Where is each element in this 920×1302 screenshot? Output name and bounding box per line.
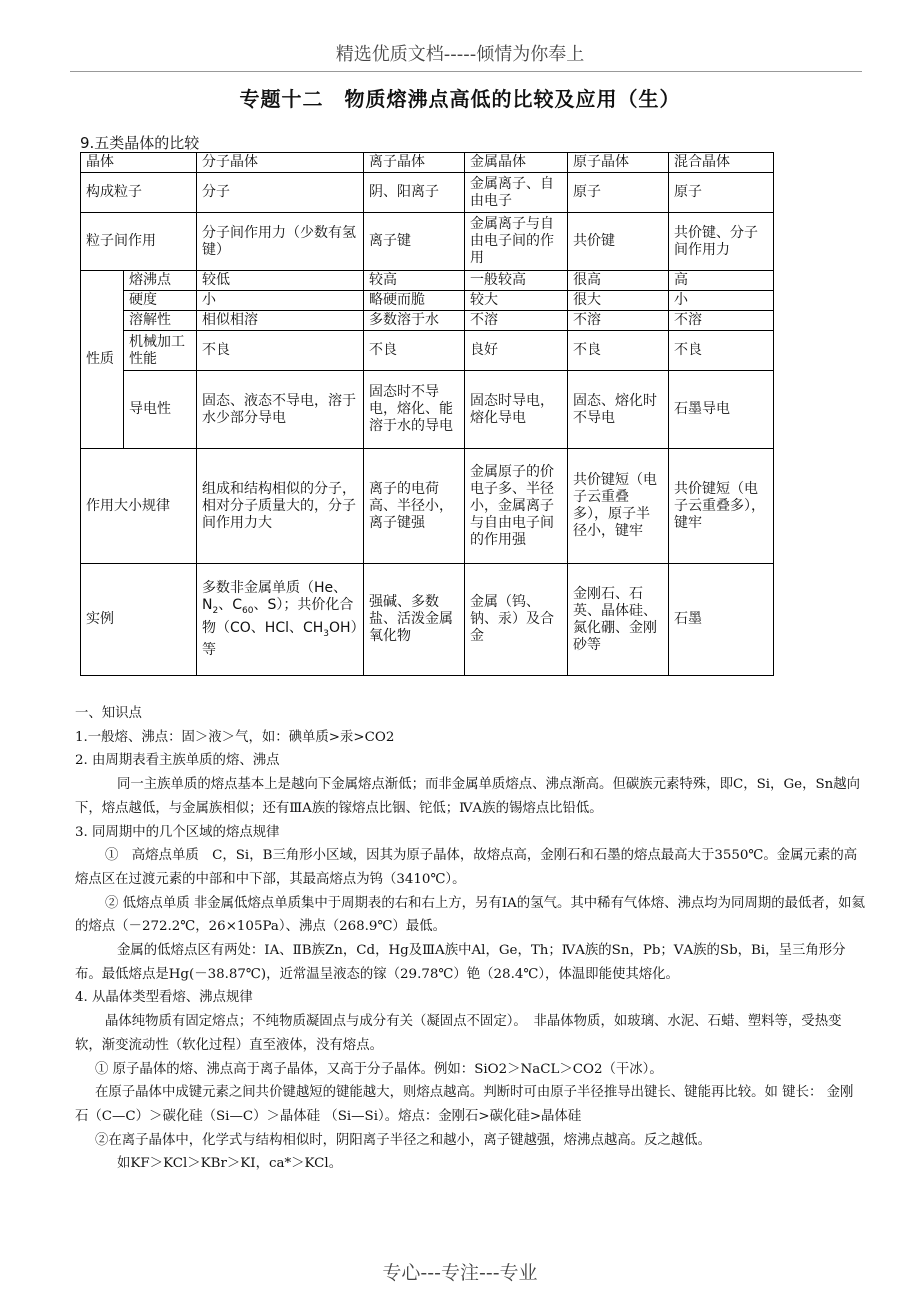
table-cell: 一般较高 bbox=[465, 271, 568, 291]
table-cell: 高 bbox=[669, 271, 774, 291]
row-label: 机械加工性能 bbox=[124, 331, 197, 371]
table-cell: 阴、阳离子 bbox=[364, 173, 465, 213]
table-cell: 共价键短（电子云重叠多），键牢 bbox=[669, 449, 774, 564]
table-cell: 金属离子、自由电子 bbox=[465, 173, 568, 213]
paragraph: 如KF＞KCl＞KBr＞KI，ca*＞KCl。 bbox=[117, 1156, 343, 1172]
body-text bbox=[75, 702, 865, 1176]
row-label: 硬度 bbox=[124, 291, 197, 311]
table-cell: 金属原子的价电子多、半径小，金属离子与自由电子间的作用强 bbox=[465, 449, 568, 564]
row-label: 粒子间作用 bbox=[81, 213, 197, 271]
example-text: OH）等 bbox=[202, 619, 358, 659]
row-label: 导电性 bbox=[124, 371, 197, 449]
table-cell: 固态、熔化时不导电 bbox=[568, 371, 669, 449]
table-cell: 固态时不导电，熔化、能溶于水的导电 bbox=[364, 371, 465, 449]
table-cell: 原子 bbox=[568, 173, 669, 213]
paragraph: 金属的低熔点区有两处：IA、ⅡB族Zn，Cd，Hg及ⅢA族中Al，Ge，Th；ⅣA族的Sn，Pb；ⅤA族的Sb，Bi，呈三角形分布。最低熔点是Hg(－38.87℃)，近常温呈液态的镓（29.78℃）铯（28.4℃），体温即能使其熔化。 bbox=[75, 943, 846, 982]
subscript: 3 bbox=[323, 628, 330, 639]
table-cell: 较大 bbox=[465, 291, 568, 311]
subscript: 60 bbox=[242, 605, 254, 616]
table-row bbox=[81, 213, 774, 271]
table-row bbox=[81, 331, 774, 371]
table-cell: 不良 bbox=[364, 331, 465, 371]
table-row bbox=[81, 291, 774, 311]
table-cell: 共价键短（电子云重叠多），原子半径小，键牢 bbox=[568, 449, 669, 564]
table-cell: 不溶 bbox=[669, 311, 774, 331]
table-header-row bbox=[81, 153, 774, 173]
property-group-label: 性质 bbox=[81, 271, 124, 449]
table-row bbox=[81, 449, 774, 564]
row-label: 实例 bbox=[81, 564, 197, 676]
table-row bbox=[81, 371, 774, 449]
table-cell: 金属离子与自由电子间的作用 bbox=[465, 213, 568, 271]
table-cell: 固态、液态不导电，溶于水少部分导电 bbox=[197, 371, 364, 449]
table-cell: 多数溶于水 bbox=[364, 311, 465, 331]
table-cell: 小 bbox=[197, 291, 364, 311]
table-cell: 共价键、分子间作用力 bbox=[669, 213, 774, 271]
page-header: 精选优质文档-----倾情为你奉上 bbox=[335, 44, 585, 65]
paragraph: 在原子晶体中成键元素之间共价键越短的键能越大，则熔点越高。判断时可由原子半径推导出键长、键能再比较。如 键长： 金刚石（C—C）＞碳化硅（Si—C）＞晶体硅 （Si—Si）。熔点：金刚石>碳化硅>晶体硅 bbox=[75, 1085, 854, 1124]
header-cell: 晶体 bbox=[81, 153, 197, 173]
table-cell: 相似相溶 bbox=[197, 311, 364, 331]
row-label: 溶解性 bbox=[124, 311, 197, 331]
table-cell: 小 bbox=[669, 291, 774, 311]
table-cell: 组成和结构相似的分子，相对分子质量大的，分子间作用力大 bbox=[197, 449, 364, 564]
table-cell: 很高 bbox=[568, 271, 669, 291]
paragraph: 4. 从晶体类型看熔、沸点规律 bbox=[75, 990, 253, 1006]
table-cell: 分子间作用力（少数有氢键） bbox=[197, 213, 364, 271]
paragraph: 晶体纯物质有固定熔点；不纯物质凝固点与成分有关（凝固点不固定）。 非晶体物质，如玻璃、水泥、石蜡、塑料等，受热变软，渐变流动性（软化过程）直至液体，没有熔点。 bbox=[75, 1014, 842, 1053]
paragraph: 1.一般熔、沸点：固＞液＞气，如：碘单质>汞>CO2 bbox=[75, 729, 395, 745]
table-cell: 良好 bbox=[465, 331, 568, 371]
example-text: 、S）；共价化合物（CO、HCl、CH bbox=[202, 596, 354, 636]
header-cell: 原子晶体 bbox=[568, 153, 669, 173]
paragraph: 3. 同周期中的几个区域的熔点规律 bbox=[75, 824, 280, 840]
table-row bbox=[81, 173, 774, 213]
table-cell: 强碱、多数盐、活泼金属氧化物 bbox=[364, 564, 465, 676]
paragraph: ① 高熔点单质 C，Si，B三角形小区域，因其为原子晶体，故熔点高，金刚石和石墨的熔点最高大于3550℃。金属元素的高熔点区在过渡元素的中部和中下部，其最高熔点为钨（3410℃）。 bbox=[75, 848, 858, 887]
table-cell: 较低 bbox=[197, 271, 364, 291]
table-row bbox=[81, 311, 774, 331]
table-cell bbox=[197, 564, 364, 676]
paragraph: ① 原子晶体的熔、沸点高于离子晶体，又高于分子晶体。例如：SiO2＞NaCL＞CO2（干冰）。 bbox=[95, 1061, 663, 1077]
table-cell: 不溶 bbox=[465, 311, 568, 331]
table-row bbox=[81, 564, 774, 676]
crystal-comparison-table bbox=[80, 152, 774, 676]
table-cell: 原子 bbox=[669, 173, 774, 213]
table-cell: 很大 bbox=[568, 291, 669, 311]
table-cell: 不溶 bbox=[568, 311, 669, 331]
table-cell: 较高 bbox=[364, 271, 465, 291]
paragraph: 同一主族单质的熔点基本上是越向下金属熔点渐低；而非金属单质熔点、沸点渐高。但碳族元素特殊，即C，Si，Ge，Sn越向下，熔点越低，与金属族相似；还有ⅢA族的镓熔点比铟、铊低；ⅣA族的锡熔点比铅低。 bbox=[75, 777, 861, 816]
table-cell: 金属（钨、钠、汞）及合金 bbox=[465, 564, 568, 676]
paragraph: ② 低熔点单质 非金属低熔点单质集中于周期表的右和右上方，另有IA的氢气。其中稀有气体熔、沸点均为同周期的最低者，如氦的熔点（－272.2℃，26×105Pa）、沸点（268.9℃）最低。 bbox=[75, 895, 865, 935]
table-cell: 不良 bbox=[669, 331, 774, 371]
header-rule bbox=[70, 71, 862, 72]
subscript: 2 bbox=[212, 605, 219, 616]
paragraph: 2. 由周期表看主族单质的熔、沸点 bbox=[75, 753, 280, 769]
paragraph: ②在离子晶体中，化学式与结构相似时，阴阳离子半径之和越小，离子键越强，熔沸点越高。反之越低。 bbox=[95, 1132, 711, 1148]
table-cell: 不良 bbox=[197, 331, 364, 371]
table-cell: 离子键 bbox=[364, 213, 465, 271]
table-cell: 固态时导电，熔化导电 bbox=[465, 371, 568, 449]
header-cell: 混合晶体 bbox=[669, 153, 774, 173]
table-cell: 略硬而脆 bbox=[364, 291, 465, 311]
header-cell: 金属晶体 bbox=[465, 153, 568, 173]
page-footer: 专心---专注---专业 bbox=[382, 1262, 538, 1284]
row-label: 熔沸点 bbox=[124, 271, 197, 291]
table-cell: 离子的电荷高、半径小，离子键强 bbox=[364, 449, 465, 564]
row-label: 构成粒子 bbox=[81, 173, 197, 213]
example-text: 、C bbox=[218, 596, 242, 613]
table-cell: 石墨导电 bbox=[669, 371, 774, 449]
page-title: 专题十二 物质熔沸点高低的比较及应用（生） bbox=[239, 87, 681, 111]
header-cell: 离子晶体 bbox=[364, 153, 465, 173]
table-cell: 共价键 bbox=[568, 213, 669, 271]
table-cell: 不良 bbox=[568, 331, 669, 371]
table-cell: 金刚石、石英、晶体硅、氮化硼、金刚砂等 bbox=[568, 564, 669, 676]
table-row bbox=[81, 271, 774, 291]
table-caption: 9.五类晶体的比较 bbox=[80, 134, 200, 152]
example-text: 多数非金属单质（He、N bbox=[202, 579, 348, 613]
section-heading: 一、知识点 bbox=[75, 706, 142, 721]
table-cell: 石墨 bbox=[669, 564, 774, 676]
header-cell: 分子晶体 bbox=[197, 153, 364, 173]
row-label: 作用大小规律 bbox=[81, 449, 197, 564]
table-cell: 分子 bbox=[197, 173, 364, 213]
